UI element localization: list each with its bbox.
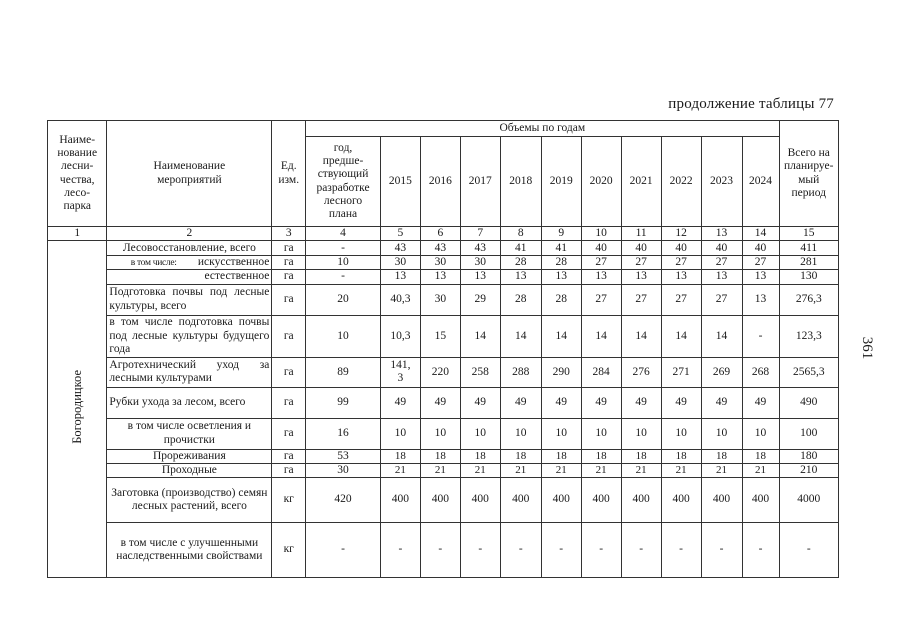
activity-name: в том числе осветления и прочистки	[107, 418, 272, 449]
year-value: 10	[380, 418, 420, 449]
total-cell: 4000	[779, 478, 839, 523]
year-value: 400	[420, 478, 460, 523]
header-activity	[107, 121, 272, 227]
column-number: 1	[48, 227, 107, 241]
header-year: 2020	[581, 137, 621, 227]
total-cell: 130	[779, 270, 839, 284]
year-value: -	[661, 523, 701, 578]
prev-year-cell: 30	[306, 463, 381, 477]
header-unit-text: Ед. изм.	[278, 160, 300, 186]
prev-year-cell: -	[306, 241, 381, 256]
year-value: -	[500, 523, 541, 578]
table-row	[48, 463, 839, 477]
year-value: 400	[661, 478, 701, 523]
year-value: 40	[661, 241, 701, 256]
table-row	[48, 241, 839, 256]
header-prev-year	[306, 137, 381, 227]
year-value: 290	[541, 357, 581, 387]
year-value: 49	[661, 387, 701, 418]
year-value: 49	[701, 387, 742, 418]
year-value: 27	[621, 284, 661, 315]
year-value: 27	[581, 256, 621, 270]
column-number-row	[48, 227, 839, 241]
unit-cell: кг	[272, 478, 306, 523]
prev-year-cell: 99	[306, 387, 381, 418]
year-value: 14	[460, 315, 500, 357]
year-value: -	[701, 523, 742, 578]
year-value: 14	[500, 315, 541, 357]
year-value: 400	[500, 478, 541, 523]
year-value: 18	[701, 449, 742, 463]
year-value: 141, 3	[390, 358, 411, 385]
header-forestry-text: Наиме- нование лесни- чества, лесо- парка	[57, 133, 98, 212]
header-unit	[272, 121, 306, 227]
unit-cell: га	[272, 315, 306, 357]
year-value: 49	[460, 387, 500, 418]
year-value: 40	[581, 241, 621, 256]
year-value: 21	[581, 463, 621, 477]
year-value: 13	[460, 270, 500, 284]
page-number: 361	[859, 336, 875, 360]
year-value: 18	[621, 449, 661, 463]
year-value: 14	[661, 315, 701, 357]
year-value: 40	[742, 241, 779, 256]
year-value: 41	[500, 241, 541, 256]
year-value: 49	[581, 387, 621, 418]
year-value: 18	[500, 449, 541, 463]
year-value: 400	[701, 478, 742, 523]
prev-year-cell: -	[306, 270, 381, 284]
year-value: 27	[701, 284, 742, 315]
header-prev-year-text: год, предше- ствующий разработке лесного плана	[316, 141, 370, 220]
year-value: -	[742, 315, 779, 357]
year-value: 40	[621, 241, 661, 256]
forestry-volumes-table	[47, 120, 839, 578]
table-row	[48, 523, 839, 578]
header-activity-text: Наименование мероприятий	[153, 160, 226, 186]
prev-year-cell: 10	[306, 315, 381, 357]
year-value: 21	[621, 463, 661, 477]
year-value: 27	[661, 256, 701, 270]
year-value: 13	[621, 270, 661, 284]
unit-cell: га	[272, 418, 306, 449]
column-number: 8	[500, 227, 541, 241]
header-year: 2017	[460, 137, 500, 227]
year-value: 40	[701, 241, 742, 256]
year-value: 40,3	[380, 284, 420, 315]
prev-year-cell: 420	[306, 478, 381, 523]
header-year: 2016	[420, 137, 460, 227]
column-number: 9	[541, 227, 581, 241]
year-value: -	[621, 523, 661, 578]
year-value: 268	[742, 357, 779, 387]
activity-name: Рубки ухода за лесом, всего	[107, 387, 272, 418]
year-value: 27	[661, 284, 701, 315]
year-value: 27	[742, 256, 779, 270]
activity-name: в том числе с улучшенными наследственными свойствами	[107, 523, 272, 578]
total-cell: 210	[779, 463, 839, 477]
year-value: 288	[500, 357, 541, 387]
column-number: 14	[742, 227, 779, 241]
year-value: 13	[742, 270, 779, 284]
year-value: 28	[500, 284, 541, 315]
year-value-wrapped-cell	[380, 357, 420, 387]
year-value: 21	[500, 463, 541, 477]
year-value: 13	[701, 270, 742, 284]
year-value: -	[742, 523, 779, 578]
year-value: 21	[460, 463, 500, 477]
unit-cell: га	[272, 256, 306, 270]
unit-cell: га	[272, 387, 306, 418]
year-value: 10	[581, 418, 621, 449]
unit-cell: га	[272, 449, 306, 463]
column-number: 15	[779, 227, 839, 241]
table-row	[48, 387, 839, 418]
year-value: 18	[661, 449, 701, 463]
column-number: 7	[460, 227, 500, 241]
year-value: 13	[661, 270, 701, 284]
year-value: 10	[621, 418, 661, 449]
year-value: 400	[742, 478, 779, 523]
total-cell: 276,3	[779, 284, 839, 315]
activity-name: Прореживания	[107, 449, 272, 463]
year-value: 13	[380, 270, 420, 284]
year-value: 28	[500, 256, 541, 270]
year-value: 27	[701, 256, 742, 270]
year-value: 10,3	[380, 315, 420, 357]
year-value: 276	[621, 357, 661, 387]
header-total-text: Всего на планируе- мый период	[784, 147, 834, 199]
year-value: 284	[581, 357, 621, 387]
year-value: -	[460, 523, 500, 578]
header-volumes-by-year: Объемы по годам	[306, 121, 779, 137]
total-cell: 411	[779, 241, 839, 256]
total-cell: -	[779, 523, 839, 578]
table-body	[48, 241, 839, 578]
unit-cell: га	[272, 463, 306, 477]
year-value: 14	[621, 315, 661, 357]
header-year: 2019	[541, 137, 581, 227]
year-value: 30	[420, 284, 460, 315]
year-value: -	[380, 523, 420, 578]
year-value: 28	[541, 256, 581, 270]
year-value: 18	[380, 449, 420, 463]
header-year: 2015	[380, 137, 420, 227]
year-value: 400	[541, 478, 581, 523]
year-value: 18	[742, 449, 779, 463]
year-value: 13	[420, 270, 460, 284]
year-value: 41	[541, 241, 581, 256]
year-value: 27	[581, 284, 621, 315]
total-cell: 100	[779, 418, 839, 449]
year-value: 21	[701, 463, 742, 477]
year-value: 271	[661, 357, 701, 387]
year-value: 49	[621, 387, 661, 418]
unit-cell: кг	[272, 523, 306, 578]
year-value: 258	[460, 357, 500, 387]
year-value: 14	[701, 315, 742, 357]
year-value: 21	[380, 463, 420, 477]
year-value: 10	[701, 418, 742, 449]
year-value: 220	[420, 357, 460, 387]
year-value: 18	[581, 449, 621, 463]
activity-name: искусственное	[197, 256, 270, 269]
table-continuation-caption: продолжение таблицы 77	[668, 96, 834, 112]
total-cell: 281	[779, 256, 839, 270]
year-value: 29	[460, 284, 500, 315]
year-value: 10	[420, 418, 460, 449]
column-number: 12	[661, 227, 701, 241]
activity-name: Агротехнический уход за лесными культурами	[107, 357, 272, 387]
header-total	[779, 121, 839, 227]
year-value: 10	[661, 418, 701, 449]
unit-cell: га	[272, 241, 306, 256]
year-value: 269	[701, 357, 742, 387]
prev-year-cell: 89	[306, 357, 381, 387]
year-value: 400	[380, 478, 420, 523]
table-row	[48, 357, 839, 387]
total-cell: 123,3	[779, 315, 839, 357]
column-number: 6	[420, 227, 460, 241]
table-row	[48, 418, 839, 449]
activity-name: в том числе подготовка почвы под лесные культуры будущего года	[107, 315, 272, 357]
total-cell: 2565,3	[779, 357, 839, 387]
year-value: -	[541, 523, 581, 578]
year-value: 18	[420, 449, 460, 463]
year-value: 15	[420, 315, 460, 357]
prev-year-cell: 10	[306, 256, 381, 270]
header-year: 2024	[742, 137, 779, 227]
table-row	[48, 315, 839, 357]
header-year: 2022	[661, 137, 701, 227]
year-value: 43	[460, 241, 500, 256]
header-forestry	[48, 121, 107, 227]
year-value: 400	[621, 478, 661, 523]
year-value: -	[581, 523, 621, 578]
activity-name-cell	[107, 256, 272, 270]
activity-name: Проходные	[107, 463, 272, 477]
activity-name: Заготовка (производство) семян лесных растений, всего	[107, 478, 272, 523]
year-value: 30	[420, 256, 460, 270]
column-number: 3	[272, 227, 306, 241]
table-row	[48, 449, 839, 463]
year-value: 21	[541, 463, 581, 477]
year-value: 400	[460, 478, 500, 523]
activity-name: Лесовосстановление, всего	[107, 241, 272, 256]
forestry-name-cell	[48, 241, 107, 578]
column-number: 10	[581, 227, 621, 241]
year-value: 14	[541, 315, 581, 357]
forestry-name: Богородицкое	[70, 370, 85, 444]
unit-cell: га	[272, 357, 306, 387]
column-number: 5	[380, 227, 420, 241]
year-value: 13	[742, 284, 779, 315]
column-number: 4	[306, 227, 381, 241]
year-value: 13	[541, 270, 581, 284]
year-value: 28	[541, 284, 581, 315]
column-number: 11	[621, 227, 661, 241]
header-year: 2021	[621, 137, 661, 227]
year-value: 30	[460, 256, 500, 270]
year-value: 30	[380, 256, 420, 270]
header-year: 2023	[701, 137, 742, 227]
year-value: 49	[742, 387, 779, 418]
total-cell: 180	[779, 449, 839, 463]
year-value: 13	[500, 270, 541, 284]
unit-cell: га	[272, 270, 306, 284]
year-value: 21	[420, 463, 460, 477]
year-value: 21	[661, 463, 701, 477]
year-value: 21	[742, 463, 779, 477]
year-value: 27	[621, 256, 661, 270]
year-value: 10	[742, 418, 779, 449]
year-value: 49	[500, 387, 541, 418]
prev-year-cell: 53	[306, 449, 381, 463]
year-value: 18	[541, 449, 581, 463]
year-value: 43	[380, 241, 420, 256]
year-value: 10	[500, 418, 541, 449]
column-number: 2	[107, 227, 272, 241]
year-value: 13	[581, 270, 621, 284]
total-cell: 490	[779, 387, 839, 418]
prev-year-cell: -	[306, 523, 381, 578]
year-value: 49	[380, 387, 420, 418]
year-value: 49	[541, 387, 581, 418]
year-value: 18	[460, 449, 500, 463]
prev-year-cell: 20	[306, 284, 381, 315]
table-row	[48, 284, 839, 315]
header-year: 2018	[500, 137, 541, 227]
year-value: 10	[541, 418, 581, 449]
column-number: 13	[701, 227, 742, 241]
activity-name-prefix: в том числе:	[130, 258, 177, 269]
year-value: 43	[420, 241, 460, 256]
table-row	[48, 256, 839, 270]
year-value: 10	[460, 418, 500, 449]
table-row	[48, 270, 839, 284]
table-row	[48, 478, 839, 523]
year-value: -	[420, 523, 460, 578]
activity-name: Подготовка почвы под лесные культуры, всего	[107, 284, 272, 315]
unit-cell: га	[272, 284, 306, 315]
year-value: 14	[581, 315, 621, 357]
prev-year-cell: 16	[306, 418, 381, 449]
year-value: 49	[420, 387, 460, 418]
year-value: 400	[581, 478, 621, 523]
activity-name: естественное	[107, 270, 272, 284]
